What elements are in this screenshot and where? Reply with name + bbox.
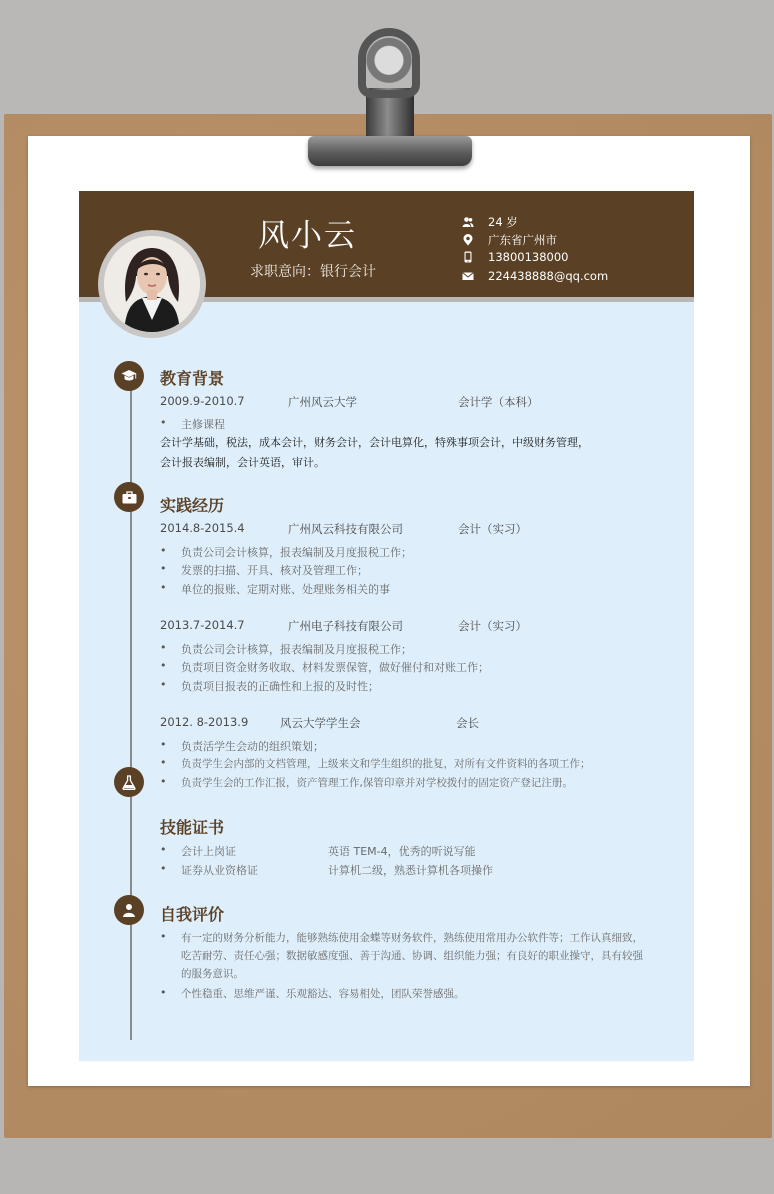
envelope-icon	[462, 270, 474, 282]
edu-period: 2009.9-2010.7	[160, 394, 245, 408]
course-label: 主修课程	[181, 418, 225, 431]
job-item: 负责学生会的工作汇报，资产管理工作,保管印章并对学校拨付的固定资产登记注册。	[181, 777, 573, 789]
section-title-education: 教育背景	[160, 369, 225, 388]
section-title-skills: 技能证书	[160, 818, 225, 837]
skill-name: 证券从业资格证	[181, 864, 258, 877]
self-eval-text: 有一定的财务分析能力，能够熟练使用金蝶等财务软件，熟练使用常用办公软件等；工作认真细致，	[181, 932, 643, 944]
bullet: •	[160, 843, 167, 856]
job-period: 2012. 8-2013.9	[160, 715, 249, 729]
mobile-phone-icon	[462, 251, 474, 263]
timeline-line	[130, 372, 132, 1040]
flask-icon	[114, 767, 144, 797]
self-eval-text: 的服务意识。	[181, 968, 244, 980]
skill-name: 会计上岗证	[181, 845, 236, 858]
briefcase-icon	[114, 482, 144, 512]
job-org: 广州电子科技有限公司	[288, 619, 403, 633]
binder-clip-icon	[300, 26, 480, 176]
job-role: 会计（实习）	[458, 619, 527, 633]
edu-major: 会计学（本科）	[458, 395, 539, 409]
job-role: 会计（实习）	[458, 522, 527, 536]
candidate-name: 风小云	[258, 218, 357, 254]
job-item: 负责学生会内部的文档管理，上级来文和学生组织的批复，对所有文件资料的各项工作；	[181, 758, 591, 770]
bullet: •	[160, 862, 167, 875]
location-pin-icon	[462, 234, 474, 246]
job-item: 负责公司会计核算，报表编制及月度报税工作；	[181, 643, 412, 656]
avatar	[104, 236, 200, 332]
self-eval-text: 吃苦耐劳、责任心强；数据敏感度强、善于沟通、协调、组织能力强；有良好的职业操守，具有较强	[181, 950, 643, 962]
email-text: 224438888@qq.com	[488, 269, 609, 283]
person-icon	[114, 895, 144, 925]
job-org: 风云大学学生会	[280, 716, 361, 730]
job-period: 2013.7-2014.7	[160, 618, 245, 632]
section-title-self-eval: 自我评价	[160, 905, 225, 924]
bullet: •	[160, 659, 167, 672]
courses-line-2: 会计报表编制，会计英语，审计。	[160, 456, 325, 469]
phone-text: 13800138000	[488, 250, 569, 264]
bullet: •	[160, 416, 167, 429]
job-item: 负责项目资金财务收取、材料发票保管，做好催付和对账工作；	[181, 661, 489, 674]
users-icon	[462, 216, 474, 228]
job-role: 会长	[456, 716, 479, 730]
contact-email	[462, 269, 608, 283]
resume-body-panel	[79, 296, 694, 1061]
contact-age	[462, 214, 518, 230]
age-text: 24 岁	[488, 215, 518, 229]
bullet: •	[160, 678, 167, 691]
job-item: 单位的报账、定期对账、处理账务相关的事	[181, 583, 390, 596]
skill-desc: 计算机二级，熟悉计算机各项操作	[328, 864, 493, 877]
location-text: 广东省广州市	[488, 233, 557, 247]
bullet: •	[160, 544, 167, 557]
bullet: •	[160, 756, 167, 769]
graduation-cap-icon	[114, 361, 144, 391]
bullet: •	[160, 738, 167, 751]
skill-desc: 英语 TEM-4，优秀的听说写能	[328, 845, 476, 858]
contact-location	[462, 232, 557, 248]
edu-school: 广州风云大学	[288, 395, 357, 409]
job-period: 2014.8-2015.4	[160, 521, 245, 535]
contact-phone	[462, 250, 568, 264]
self-eval-text: 个性稳重、思维严谨、乐观豁达、容易相处，团队荣誉感强。	[181, 988, 465, 1000]
job-item: 负责项目报表的正确性和上报的及时性；	[181, 680, 379, 693]
section-title-experience: 实践经历	[160, 496, 225, 515]
job-intent: 求职意向：银行会计	[250, 264, 376, 280]
bullet: •	[160, 930, 167, 943]
job-item: 发票的扫描、开具、核对及管理工作；	[181, 564, 368, 577]
bullet: •	[160, 986, 167, 999]
job-org: 广州风云科技有限公司	[288, 522, 403, 536]
bullet: •	[160, 775, 167, 788]
courses-line-1: 会计学基础，税法，成本会计，财务会计，会计电算化，特殊事项会计，中级财务管理，	[160, 436, 589, 449]
bullet: •	[160, 562, 167, 575]
bullet: •	[160, 581, 167, 594]
job-item: 负责公司会计核算，报表编制及月度报税工作；	[181, 546, 412, 559]
job-item: 负责活学生会动的组织策划；	[181, 740, 324, 753]
bullet: •	[160, 641, 167, 654]
